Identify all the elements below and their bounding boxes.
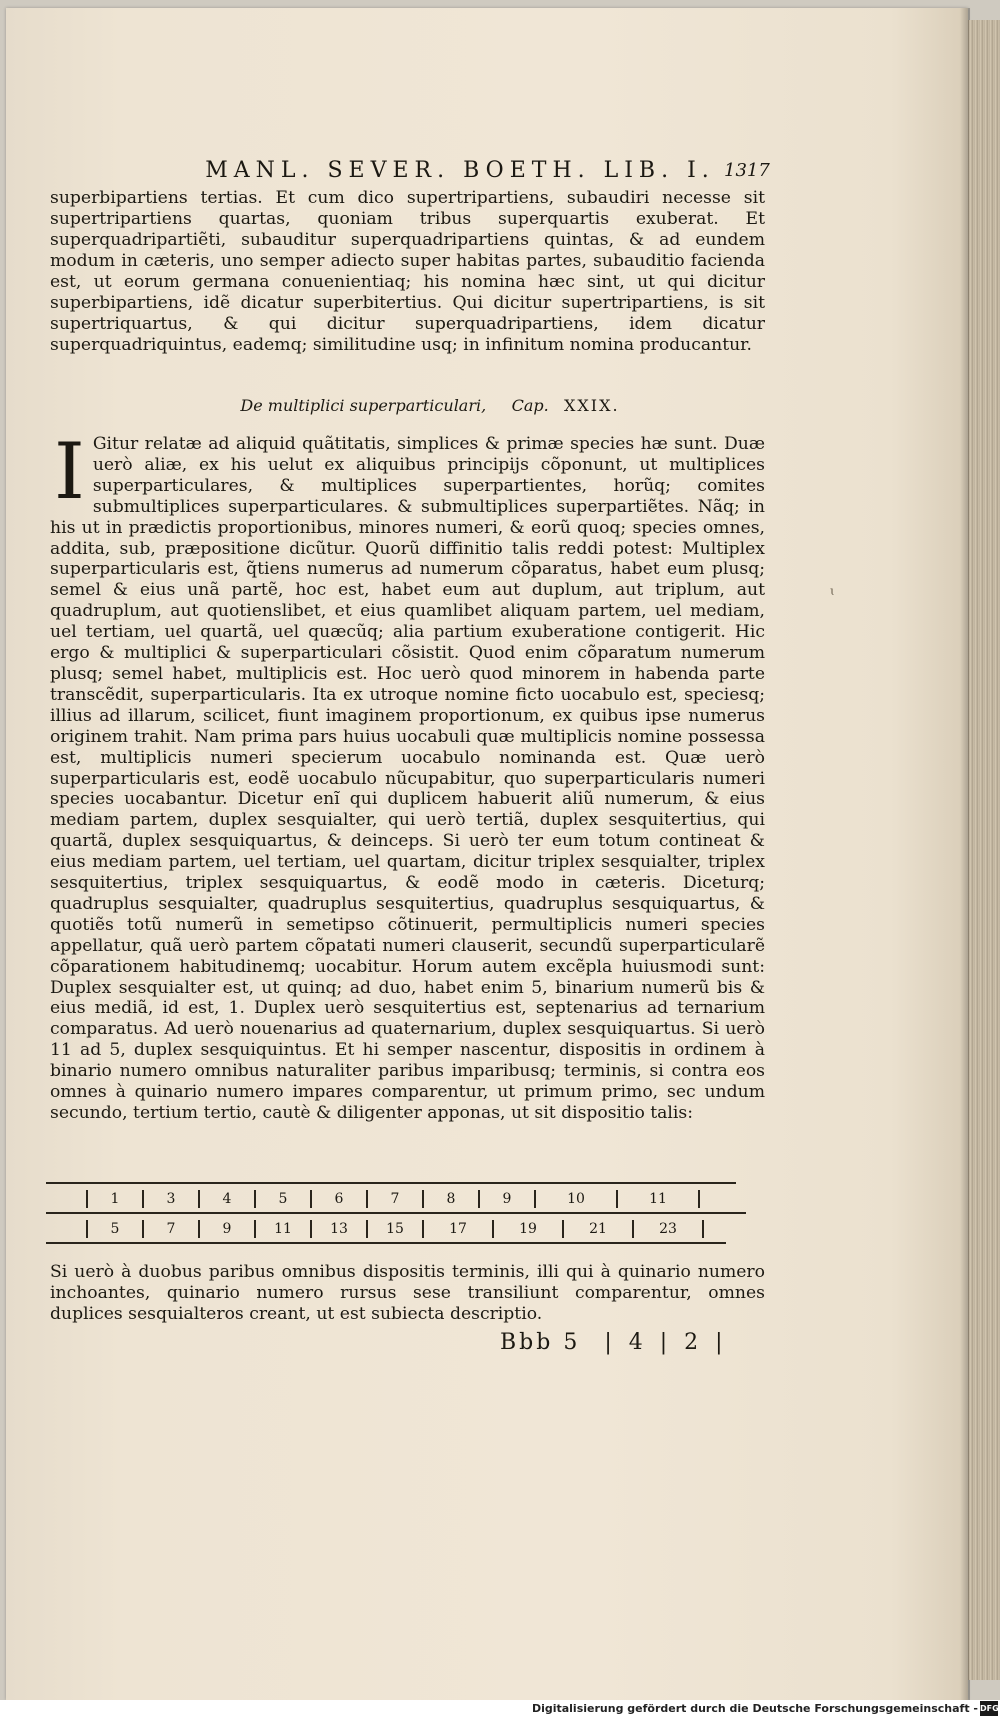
signature-mark: Bbb 5 xyxy=(500,1330,581,1355)
table-rule-top xyxy=(46,1182,736,1184)
paragraph-1: superbipartiens tertias. Et cum dico supertripartiens, subaudiri necesse sit supertripartiens quartas, quoniam tribus superquartis exuberat. Et superquadripartiẽti, subauditur superquadripartiens quintas, & ad eundem modum in cæteris, uno semper adiecto super habitas partes, subauditio facienda est, ut eorum germana conuenientiaq; his nomina hæc sint, ut qui dicitur superbipartiens, idẽ dicatur superbitertius. Qui dicitur supertripartiens, is sit supertriquartus, & qui dicitur superquadripartiens, idem dicatur superquadriquintus, eademq; similitudine usq; in infinitum nomina producantur. xyxy=(50,188,765,355)
footer-credit: Digitalisierung gefördert durch die Deutsche Forschungsgemeinschaft - xyxy=(531,1702,978,1715)
dfg-logo-icon: DFG xyxy=(980,1701,998,1716)
table-cell: 11 xyxy=(616,1190,700,1208)
folio-number: 1317 xyxy=(724,160,770,181)
paragraph-3: Si uerò à duobus paribus omnibus dispositis terminis, illi qui à quinario numero inchoantes, quinario numero rursus sese transiliunt comparentur, omnes duplices sesquialteros creant, ut est subiecta descriptio. xyxy=(50,1262,765,1324)
page-edges xyxy=(968,20,1000,1680)
chapter-label: Cap. xyxy=(511,396,549,415)
table-cell: 1 xyxy=(86,1190,142,1208)
table-start-divider: | xyxy=(604,1330,615,1355)
chapter-title: De multiplici superparticulari, xyxy=(240,396,487,415)
table-cell: 7 xyxy=(366,1190,422,1208)
table-cell: 9 xyxy=(198,1220,254,1238)
table-start-divider: | xyxy=(715,1330,726,1355)
table-rule-middle xyxy=(46,1212,746,1214)
drop-cap-initial: I xyxy=(54,427,85,517)
table-cell: 3 xyxy=(142,1190,198,1208)
chapter-heading xyxy=(150,396,710,415)
table-cell: 9 xyxy=(478,1190,534,1208)
number-table xyxy=(46,1178,766,1258)
table-start-divider: | xyxy=(659,1330,671,1355)
table-cell: 8 xyxy=(422,1190,478,1208)
signature-line xyxy=(500,1330,740,1355)
table-cell: 4 xyxy=(198,1190,254,1208)
table-cell: 6 xyxy=(310,1190,366,1208)
table-cell: 5 xyxy=(254,1190,310,1208)
table-cell: 23 xyxy=(632,1220,704,1238)
table-start-value-1: 4 xyxy=(628,1330,646,1355)
table-cell: 7 xyxy=(142,1220,198,1238)
table-cell: 19 xyxy=(492,1220,562,1238)
table-rule-bottom xyxy=(46,1242,726,1244)
chapter-number: XXIX. xyxy=(564,396,620,415)
table-cell: 17 xyxy=(422,1220,492,1238)
running-head: MANL. SEVER. BOETH. LIB. I. xyxy=(205,158,715,183)
table-cell: 15 xyxy=(366,1220,422,1238)
margin-mark: ɩ xyxy=(830,584,835,598)
table-start-value-2: 2 xyxy=(684,1330,702,1355)
table-cell: 5 xyxy=(86,1220,142,1238)
paragraph-2 xyxy=(50,427,765,1124)
table-cell: 11 xyxy=(254,1220,310,1238)
table-cell: 21 xyxy=(562,1220,632,1238)
table-cell: 10 xyxy=(534,1190,616,1208)
paragraph-2-text: Gitur relatæ ad aliquid quãtitatis, simplices & primæ species hæ sunt. Duæ uerò aliæ, ex his uelut ex aliquibus principijs cõponunt, ut multiplices superparticulares, & multiplices superpartientes, horũq; comites submultiplices superparticulares. & submultiplices superpartiẽtes. Nãq; in his ut in prædictis proportionibus, minores numeri, & eorũ quoq; species omnes, addita, sub, præpositione dicũtur. Quorũ diffinitio talis reddi potest: Multiplex superparticularis est, q̃tiens numerus ad numerum cõparatus, habet eum plusq; semel & eius unã partẽ, hoc est, habet eum aut duplum, aut triplum, aut quadruplum, aut quotienslibet, et eius quamlibet aliquam partem, uel mediam, uel tertiam, uel quartã, uel quæcũq; alia partium exuberatione contigerit. Hic ergo & multiplici & superparticulari cõsistit. Quod enim cõparatum numerum plusq; semel habet, multiplicis est. Hoc uerò quod minorem in habenda parte transcẽdit, superparticularis. Ita ex utroque nomine ficto uocabulo est, speciesq; illius ad illarum, scilicet, fiunt imaginem proportionum, ex quibus ipse numerus originem trahit. Nam prima pars huius uocabuli quæ multiplicis nomine possessa est, multiplicis numeri specierum uocabulo nominanda est. Quæ uerò superparticularis est, eodẽ uocabulo nũcupabitur, quo superparticularis numeri species uocabantur. Dicetur enĩ qui duplicem habuerit aliũ numerum, & eius mediam partem, duplex sesquialter, qui uerò tertiã, duplex sesquitertius, qui quartã, duplex sesquiquartus, & deinceps. Si uerò ter eum totum contineat & eius mediam partem, uel tertiam, uel quartam, dicitur triplex sesquialter, triplex sesquitertius, triplex sesquiquartus, & eodẽ modo in cæteris. Diceturq; quadruplus sesquialter, quadruplus sesquitertius, quadruplus sesquiquartus, & quotiẽs totũ numerũ in semetipso cõtinuerit, permultiplicis numeri species appellatur, quã uerò partem cõpatati numeri clauserit, secundũ superparticularẽ cõparationem habitudinemq; uocabitur. Horum autem excẽpla huiusmodi sunt: Duplex sesquialter est, ut quinq; ad duo, habet enim 5, binarium numerũ bis & eius mediã, id est, 1. Duplex uerò sesquitertius est, septenarius ad ternarium comparatus. Ad uerò nouenarius ad quaternarium, duplex sesquiquartus. Si uerò 11 ad 5, duplex sesquiquintus. Et hi semper nascentur, dispositis in ordinem à binario numero omnibus naturaliter paribus imparibusq; terminis, si contra eos omnes à quinario numero impares comparentur, ut primum primo, sec undum secundo, tertium tertio, cautè & diligenter apponas, ut sit dispositio talis: xyxy=(50,434,765,1123)
table-cell: 13 xyxy=(310,1220,366,1238)
